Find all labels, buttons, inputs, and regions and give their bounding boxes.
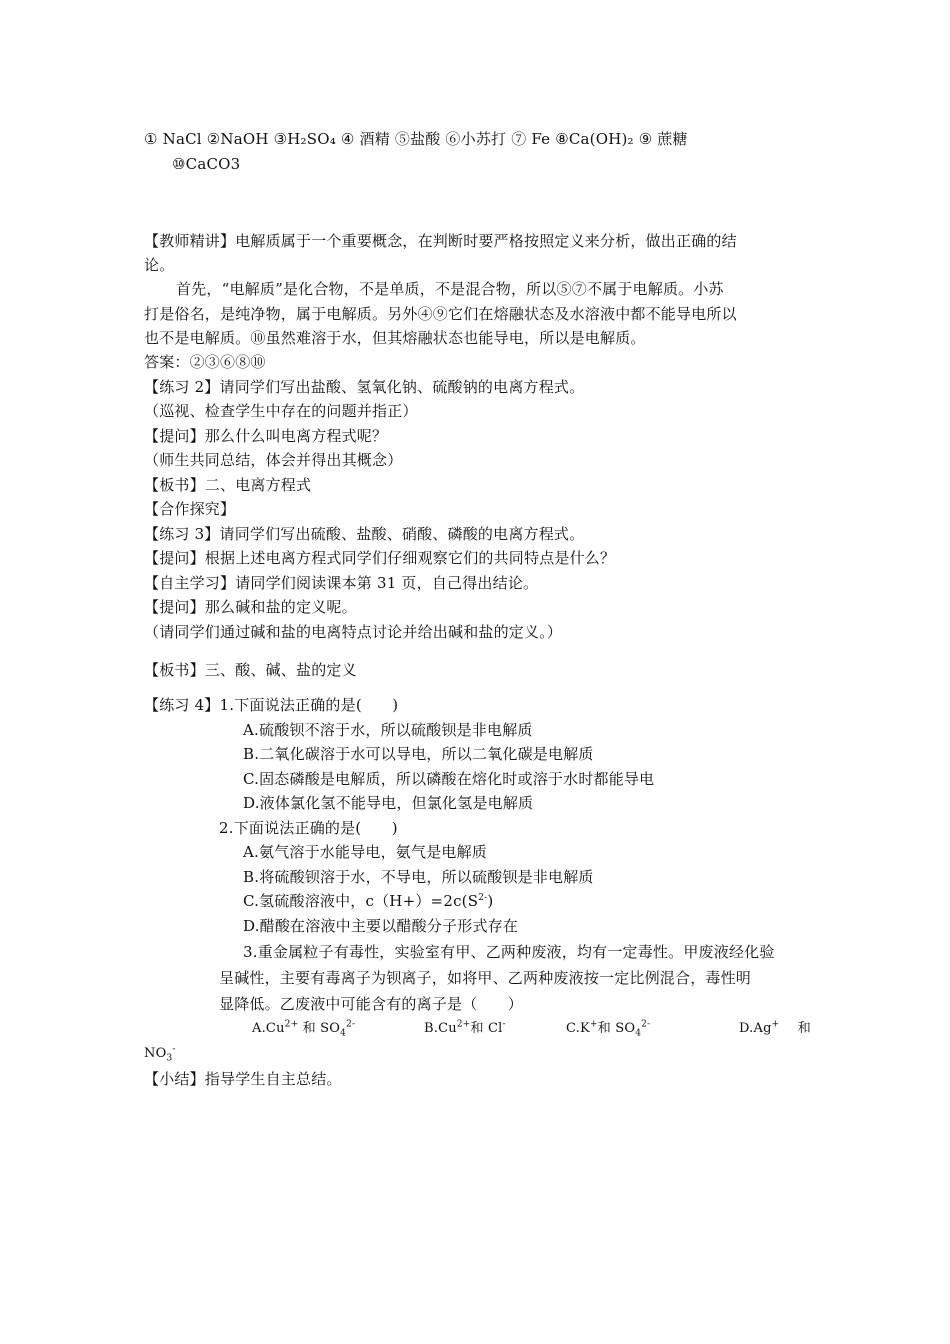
q1-option-b: B.二氧化碳溶于水可以导电，所以二氧化碳是电解质 bbox=[243, 745, 594, 763]
lecture-line-3: 首先，“电解质”是化合物，不是单质，不是混合物，所以⑤⑦不属于电解质。小苏 bbox=[176, 280, 724, 298]
board-note-3: 【板书】三、酸、碱、盐的定义 bbox=[144, 661, 357, 679]
summary-line: 【小结】指导学生自主总结。 bbox=[144, 1070, 342, 1088]
lecture-line-5: 也不是电解质。⑩虽然难溶于水，但其熔融状态也能导电，所以是电解质。 bbox=[144, 329, 646, 347]
board-note-2: 【板书】二、电离方程式 bbox=[144, 476, 312, 494]
lecture-line-4: 打是俗名，是纯净物，属于电解质。另外④⑨它们在熔融状态及水溶液中都不能导电所以 bbox=[144, 305, 737, 323]
exercise-2-note: （巡视、检查学生中存在的问题并指正） bbox=[144, 402, 418, 420]
exercise-3: 【练习 3】请同学们写出硫酸、盐酸、硝酸、磷酸的电离方程式。 bbox=[144, 525, 585, 543]
q2-option-d: D.醋酸在溶液中主要以醋酸分子形式存在 bbox=[243, 917, 519, 935]
q3-option-c: C.K+和 $SO_4^{2-}$ bbox=[566, 1019, 651, 1039]
cooperative-inquiry: 【合作探究】 bbox=[144, 500, 236, 518]
self-study: 【自主学习】请同学们阅读课本第 31 页，自己得出结论。 bbox=[144, 574, 539, 592]
exercise-4-q1-stem: 【练习 4】1.下面说法正确的是( ) bbox=[144, 696, 399, 714]
exercise-4-q2-stem: 2.下面说法正确的是( ) bbox=[219, 819, 398, 837]
question-2: 【提问】根据上述电离方程式同学们仔细观察它们的共同特点是什么？ bbox=[144, 549, 616, 567]
q3-stem-line-1: 3.重金属粒子有毒性，实验室有甲、乙两种废液，均有一定毒性。甲废液经化验 bbox=[243, 943, 775, 961]
q1-option-a: A.硫酸钡不溶于水，所以硫酸钡是非电解质 bbox=[243, 721, 533, 739]
lecture-line-2: 论。 bbox=[144, 256, 175, 274]
q3-option-a: $A.Cu^{2+}$ 和 $SO_4^{2-}$ bbox=[252, 1019, 356, 1039]
substance-list-line-2: ⑩CaCO3 bbox=[172, 155, 241, 173]
q3-option-d: D.Ag+ 和 bbox=[739, 1019, 811, 1036]
q2-option-c: C.氢硫酸溶液中，$c(H+)=2c(S^{2-})$ bbox=[243, 892, 494, 910]
q3-stem-line-3: 显降低。乙废液中可能含有的离子是（ ） bbox=[219, 995, 524, 1013]
q3-option-b: $B.Cu^{2+}$和 Cl- bbox=[424, 1019, 506, 1036]
question-3-note: （请同学们通过碱和盐的电离特点讨论并给出碱和盐的定义。） bbox=[144, 623, 563, 641]
substance-list-line-1: ① NaCl ②NaOH ③H₂SO₄ ④ 酒精 ⑤盐酸 ⑥小苏打 ⑦ Fe ⑧Ca(OH)₂ ⑨ 蔗糖 bbox=[144, 130, 688, 148]
q2-option-b: B.将硫酸钡溶于水，不导电，所以硫酸钡是非电解质 bbox=[243, 868, 594, 886]
question-3: 【提问】那么碱和盐的定义呢。 bbox=[144, 598, 357, 616]
q1-option-d: D.液体氯化氢不能导电，但氯化氢是电解质 bbox=[243, 794, 534, 812]
answer-line: 答案：②③⑥⑧⑩ bbox=[144, 353, 266, 371]
q2-option-a: A.氨气溶于水能导电，氨气是电解质 bbox=[243, 843, 488, 861]
q3-option-d-continued: $NO_3^-$ bbox=[144, 1044, 176, 1064]
lecture-line-1: 【教师精讲】电解质属于一个重要概念，在判断时要严格按照定义来分析，做出正确的结 bbox=[144, 232, 737, 250]
exercise-2: 【练习 2】请同学们写出盐酸、氢氧化钠、硫酸钠的电离方程式。 bbox=[144, 378, 585, 396]
q1-option-c: C.固态磷酸是电解质，所以磷酸在熔化时或溶于水时都能导电 bbox=[243, 770, 655, 788]
question-1: 【提问】那么什么叫电离方程式呢？ bbox=[144, 427, 388, 445]
q3-stem-line-2: 呈碱性，主要有毒离子为钡离子，如将甲、乙两种废液按一定比例混合，毒性明 bbox=[219, 969, 752, 987]
question-1-note: （师生共同总结，体会并得出其概念） bbox=[144, 451, 403, 469]
